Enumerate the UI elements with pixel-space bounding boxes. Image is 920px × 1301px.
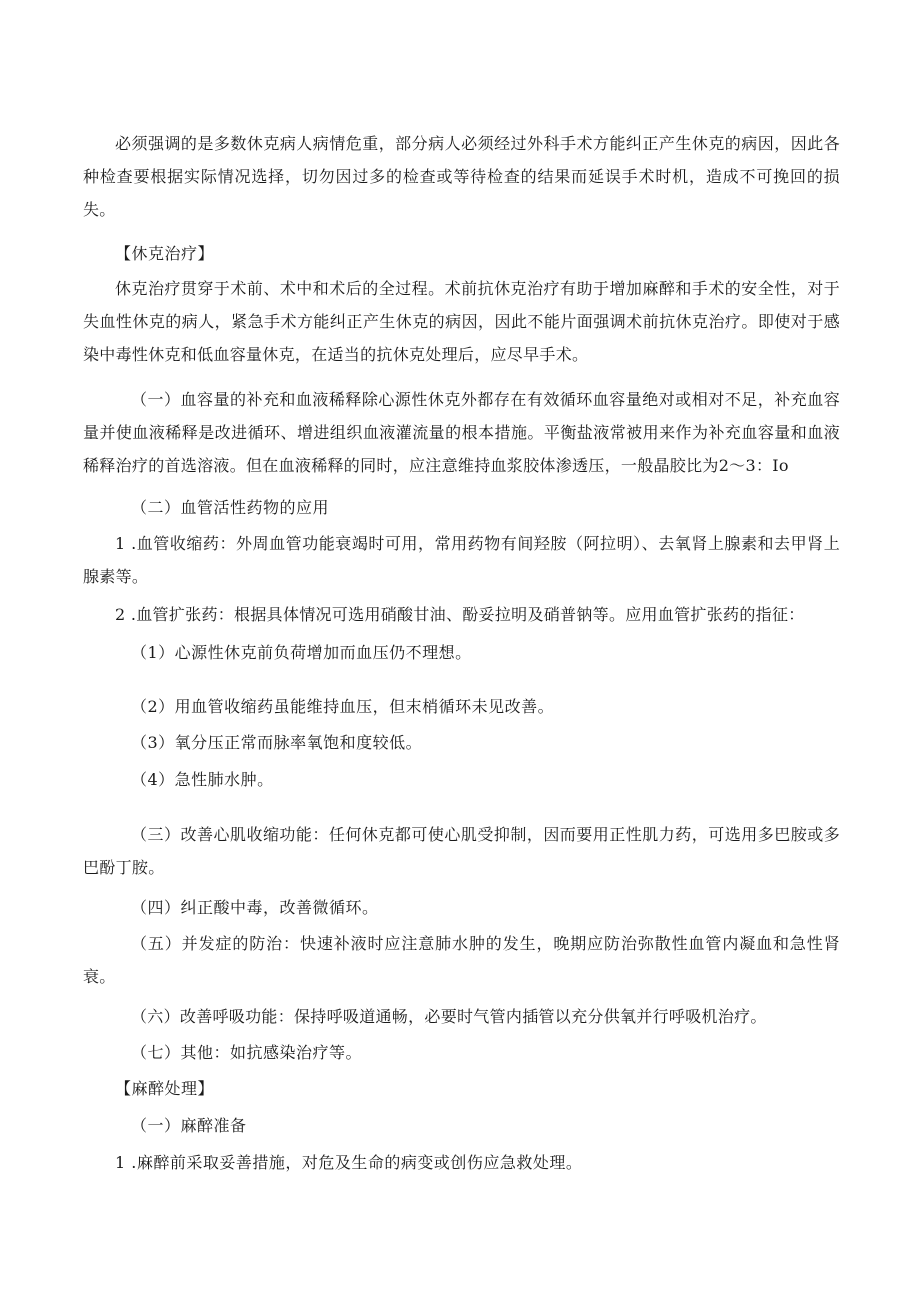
list-item-vasoconstrictors: 1 .血管收缩药：外周血管功能衰竭时可用，常用药物有间羟胺（阿拉明）、去氧肾上腺素和去甲肾上腺素等。 bbox=[83, 534, 840, 586]
subheading-vasoactive-drugs: （二）血管活性药物的应用 bbox=[131, 498, 330, 517]
paragraph-blood-volume: （一）血容量的补充和血液稀释除心源性休克外都存在有效循环血容量绝对或相对不足，补充血容量并使血液稀释是改进循环、增进组织血液灌流量的根本措施。平衡盐液常被用来作为补充血容量和血液稀释治疗的首选溶液。但在血液稀释的同时，应注意维持血浆胶体渗透压，一般晶胶比为2～3：Io bbox=[83, 390, 840, 475]
paragraph-respiratory: （六）改善呼吸功能：保持呼吸道通畅，必要时气管内插管以充分供氧并行呼吸机治疗。 bbox=[131, 1007, 767, 1026]
indication-3: （3）氧分压正常而脉率氧饱和度较低。 bbox=[131, 733, 423, 752]
indication-1: （1）心源性休克前负荷增加而血压仍不理想。 bbox=[131, 643, 472, 662]
section-heading-shock-treatment: 【休克治疗】 bbox=[115, 244, 215, 263]
list-item-vasodilators: 2 .血管扩张药：根据具体情况可选用硝酸甘油、酚妥拉明及硝普钠等。应用血管扩张药的指征： bbox=[115, 605, 805, 624]
paragraph-complications: （五）并发症的防治：快速补液时应注意肺水肿的发生，晚期应防治弥散性血管内凝血和急性肾衰。 bbox=[83, 934, 840, 986]
subheading-anesthesia-preparation: （一）麻醉准备 bbox=[131, 1116, 247, 1135]
paragraph-other: （七）其他：如抗感染治疗等。 bbox=[131, 1043, 363, 1062]
section-heading-anesthesia: 【麻醉处理】 bbox=[115, 1079, 215, 1098]
list-item-preanesthesia: 1 .麻醉前采取妥善措施，对危及生命的病变或创伤应急救处理。 bbox=[115, 1153, 583, 1172]
paragraph-shock-treatment-intro: 休克治疗贯穿于术前、术中和术后的全过程。术前抗休克治疗有助于增加麻醉和手术的安全性，对于失血性休克的病人，紧急手术方能纠正产生休克的病因，因此不能片面强调术前抗休克治疗。即使对于感染中毒性休克和低血容量休克，在适当的抗休克处理后，应尽早手术。 bbox=[83, 279, 840, 364]
indication-2: （2）用血管收缩药虽能维持血压，但末梢循环未见改善。 bbox=[131, 697, 555, 716]
paragraph-surgery-emphasis: 必须强调的是多数休克病人病情危重，部分病人必须经过外科手术方能纠正产生休克的病因，因此各种检查要根据实际情况选择，切勿因过多的检查或等待检查的结果而延误手术时机，造成不可挽回的损失。 bbox=[83, 134, 840, 219]
paragraph-acidosis: （四）纠正酸中毒，改善微循环。 bbox=[131, 898, 379, 917]
paragraph-myocardial-contractility: （三）改善心肌收缩功能：任何休克都可使心肌受抑制，因而要用正性肌力药，可选用多巴胺或多巴酚丁胺。 bbox=[83, 825, 840, 877]
indication-4: （4）急性肺水肿。 bbox=[131, 770, 274, 789]
